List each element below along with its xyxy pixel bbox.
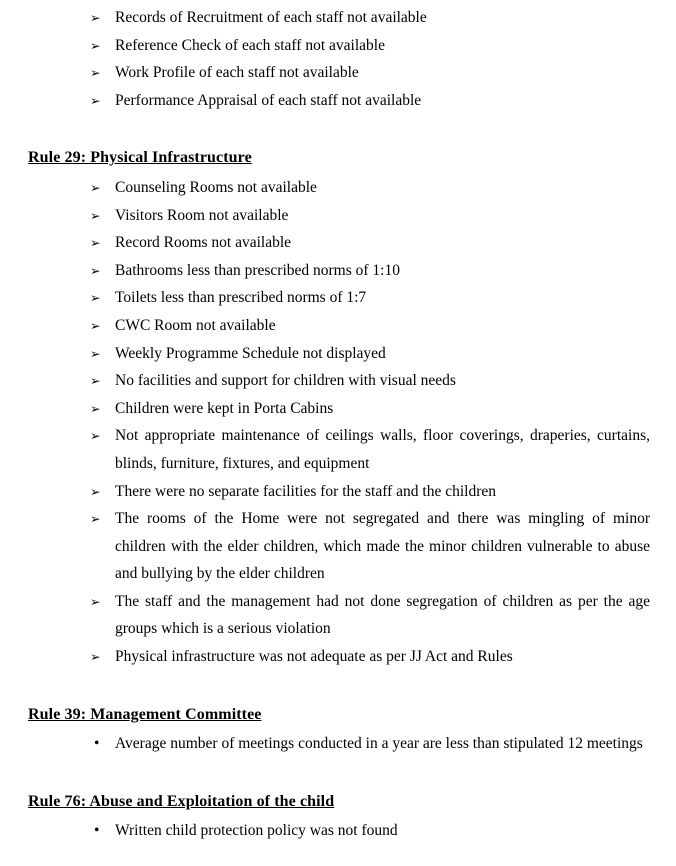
list-item-text: CWC Room not available	[115, 316, 276, 334]
arrow-bullet-icon: ➢	[90, 511, 101, 527]
arrow-bullet-icon: ➢	[90, 179, 101, 195]
list-item	[28, 643, 650, 671]
arrow-bullet-icon: ➢	[90, 373, 101, 389]
list-item	[28, 4, 650, 32]
list-item	[28, 202, 650, 230]
bullet-list	[28, 817, 650, 845]
bullet-list	[28, 4, 650, 114]
list-item-text: Written child protection policy was not found	[115, 822, 398, 840]
list-item	[28, 229, 650, 257]
list-item	[28, 32, 650, 60]
arrow-bullet-icon: ➢	[90, 207, 101, 223]
arrow-bullet-icon: ➢	[90, 400, 101, 416]
list-item-text: Physical infrastructure was not adequate as per JJ Act and Rules	[115, 648, 513, 666]
arrow-bullet-icon: ➢	[90, 10, 101, 25]
list-item-text: Reference Check of each staff not available	[115, 36, 385, 54]
arrow-bullet-icon: ➢	[90, 317, 101, 333]
arrow-bullet-icon: ➢	[90, 65, 101, 81]
list-item-text: Counseling Rooms not available	[115, 178, 317, 196]
list-item	[28, 284, 650, 312]
list-item	[28, 87, 650, 115]
list-item-text: Toilets less than prescribed norms of 1:7	[115, 289, 367, 307]
list-item-text: Children were kept in Porta Cabins	[115, 399, 334, 417]
section-heading-rule-76: Rule 76: Abuse and Exploitation of the child	[28, 792, 335, 810]
bullet-list	[28, 730, 650, 758]
list-item-text: Performance Appraisal of each staff not available	[115, 91, 422, 109]
list-item	[28, 505, 650, 588]
rule-29-physical-infrastructure-section	[28, 144, 650, 670]
list-item	[28, 340, 650, 368]
list-item	[28, 59, 650, 87]
list-item	[28, 817, 650, 845]
list-item-text: Record Rooms not available	[115, 234, 292, 252]
arrow-bullet-icon: ➢	[90, 345, 101, 361]
arrow-bullet-icon: ➢	[90, 290, 101, 306]
dot-bullet-icon: •	[94, 822, 100, 840]
list-item	[28, 422, 650, 477]
list-item	[28, 367, 650, 395]
list-item	[28, 174, 650, 202]
list-item-text: There were no separate facilities for the staff and the children	[115, 482, 497, 500]
arrow-bullet-icon: ➢	[90, 428, 101, 444]
section-heading-rule-29: Rule 29: Physical Infrastructure	[28, 149, 252, 167]
arrow-bullet-icon: ➢	[90, 483, 101, 499]
list-item-text: Records of Recruitment of each staff not available	[115, 9, 427, 26]
list-item	[28, 478, 650, 506]
list-item-text: The staff and the management had not done segregation of children as per the age groups which is a serious violation	[115, 592, 650, 638]
list-item	[28, 257, 650, 285]
list-item	[28, 730, 650, 758]
arrow-bullet-icon: ➢	[90, 37, 101, 53]
list-item-text: The rooms of the Home were not segregated and there was mingling of minor children with the elder children, which made the minor children vulnerable to abuse and bullying by the elder children	[115, 510, 650, 583]
rule-76-abuse-exploitation-section	[28, 788, 650, 845]
section-heading-rule-39: Rule 39: Management Committee	[28, 705, 262, 723]
list-item	[28, 312, 650, 340]
arrow-bullet-icon: ➢	[90, 262, 101, 278]
staff-records-findings-section	[28, 4, 650, 114]
list-item-text: Average number of meetings conducted in a year are less than stipulated 12 meetings	[115, 735, 643, 753]
rule-39-management-committee-section	[28, 701, 650, 758]
list-item-text: Weekly Programme Schedule not displayed	[115, 344, 386, 362]
list-item	[28, 588, 650, 643]
list-item-text: Not appropriate maintenance of ceilings walls, floor coverings, draperies, curtains, blinds, furniture, fixtures, and equipment	[115, 427, 650, 472]
arrow-bullet-icon: ➢	[90, 92, 101, 108]
dot-bullet-icon: •	[94, 735, 100, 753]
arrow-bullet-icon: ➢	[90, 593, 101, 609]
arrow-bullet-icon: ➢	[90, 235, 101, 251]
arrow-bullet-icon: ➢	[90, 649, 101, 665]
list-item	[28, 395, 650, 423]
list-item-text: Bathrooms less than prescribed norms of 1:10	[115, 261, 400, 279]
list-item-text: Work Profile of each staff not available	[115, 64, 359, 82]
list-item-text: Visitors Room not available	[115, 206, 289, 224]
list-item-text: No facilities and support for children with visual needs	[115, 372, 456, 390]
bullet-list	[28, 174, 650, 671]
